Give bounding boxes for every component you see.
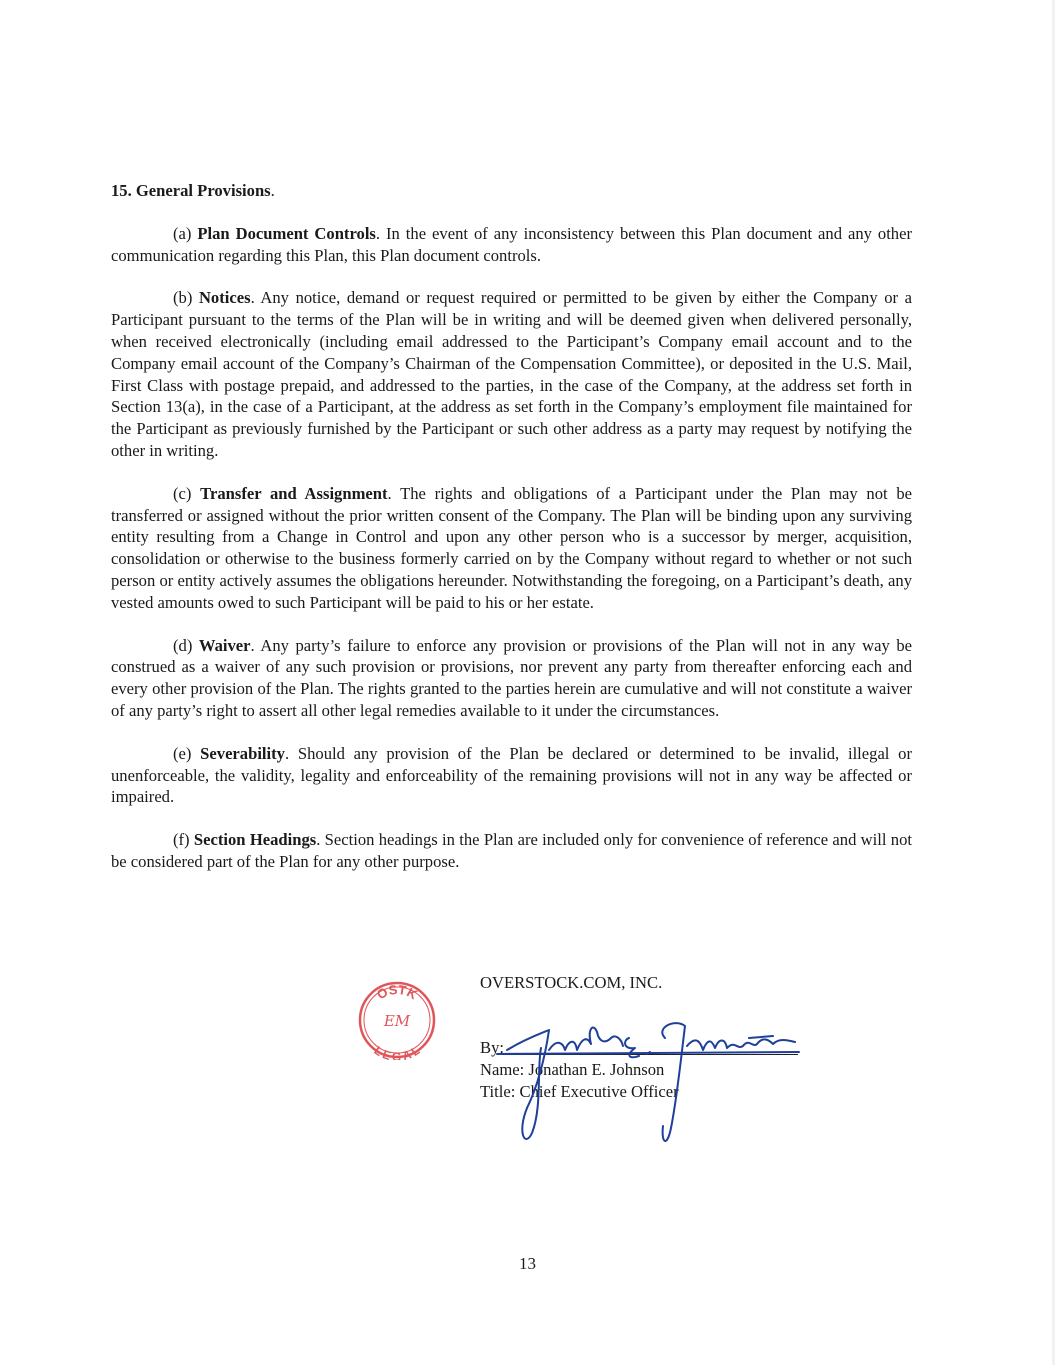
paragraph-prefix: (a) <box>173 223 198 243</box>
section-heading-period: . <box>270 181 275 200</box>
signature-stroke-bar <box>749 1036 773 1038</box>
signature-stroke-e <box>625 1038 639 1057</box>
name-label: Name: <box>480 1059 525 1079</box>
paragraph-body: . Section headings in the Plan are included only for convenience of reference and will not be considered part of the Plan for any other purpose. <box>111 830 912 871</box>
paragraph-title: Waiver <box>198 635 251 655</box>
seal-initials: EM <box>383 1012 411 1030</box>
paragraph-body: . Any party’s failure to enforce any provision or provisions of the Plan will not in any way be construed as a waiver of any such provision or provisions, nor prevent any party from thereafter enforcing each and every other provision of the Plan. The rights granted to the parties herein are cumulative and will not constitute a waiver of any party’s right to assert all other legal remedies available to it under the circumstances. <box>111 635 913 720</box>
seal-top-text: OSTK <box>374 981 420 1003</box>
signature-underline <box>497 1052 799 1054</box>
section-heading <box>111 180 912 202</box>
name-value: Jonathan E. Johnson <box>528 1059 665 1079</box>
paragraph-body: . In the event of any inconsistency between this Plan document and any other communication regarding this Plan, this Plan document controls. <box>111 223 912 265</box>
paragraph-notices <box>111 287 912 461</box>
document-body <box>111 180 912 894</box>
paragraph-prefix: (b) <box>173 288 199 308</box>
paragraph-title: Notices <box>198 288 251 308</box>
seal-bottom-text: LEGAL <box>371 1043 423 1060</box>
signature-stroke-ohnson <box>687 1039 795 1050</box>
paragraph-transfer-and-assignment <box>111 483 912 614</box>
by-label: By: <box>480 1037 504 1057</box>
signature-stroke-j <box>507 1030 549 1139</box>
paragraph-body: . Should any provision of the Plan be declared or determined to be invalid, illegal or unenforceable, the validity, legality and enforceability of the remaining provisions will not in any way be affected or impaired. <box>111 743 912 807</box>
paragraph-prefix: (d) <box>173 635 199 655</box>
title-label: Title: <box>480 1081 516 1101</box>
title-value: Chief Executive Officer <box>519 1081 679 1101</box>
paragraph-title: Plan Document Controls <box>197 223 376 243</box>
signature-stroke-big-j <box>662 1023 685 1141</box>
paragraph-section-headings <box>111 829 912 873</box>
paragraph-title: Transfer and Assignment <box>200 483 388 503</box>
paragraph-body: . Any notice, demand or request required or permitted to be given by either the Company or a Participant pursuant to the terms of the Plan will be in writing and will be deemed given when delivered personally, when received electronically (including email addressed to the Participant’s Company email account and to the Company email account of the Company’s Chairman of the Compensation Committee), or deposited in the U.S. Mail, First Class with postage prepaid, and addressed to the parties, in the case of the Company, at the address set forth in Section 13(a), in the case of a Participant, at the address as set forth in the Company’s employment file maintained for the Participant as previously furnished by the Participant or such other address as a party may request by notifying the other in writing. <box>111 288 912 460</box>
section-heading-text: 15. General Provisions <box>111 181 271 200</box>
paragraph-prefix: (f) <box>173 830 194 850</box>
paragraph-title: Severability <box>200 743 285 763</box>
paragraph-prefix: (e) <box>173 743 201 763</box>
handwritten-signature <box>487 1008 807 1153</box>
signature-text: Jonathan E. Johnson III <box>487 1008 497 1009</box>
legal-seal-stamp <box>357 980 437 1060</box>
paragraph-prefix: (c) <box>173 483 201 503</box>
paragraph-waiver <box>111 635 912 722</box>
paragraph-plan-document-controls <box>111 223 912 267</box>
paragraph-title: Section Headings <box>193 830 317 850</box>
company-name: OVERSTOCK.COM, INC. <box>480 973 663 992</box>
paragraph-body: . The rights and obligations of a Participant under the Plan may not be transferred or assigned without the prior written consent of the Company. The Plan will be binding upon any surviving entity resulting from a Change in Control and upon any other person who is a successor by merger, acquisition, consolidation or otherwise to the business formerly carried on by the Company without regard to whether or not such person or entity actively assumes the obligations hereunder. Notwithstanding the foregoing, on a Participant’s death, any vested amounts owed to such Participant will be paid to his or her estate. <box>111 483 912 612</box>
paragraph-severability <box>111 743 912 808</box>
signature-stroke-onathan <box>549 1028 623 1050</box>
page-number: 13 <box>519 1254 536 1273</box>
